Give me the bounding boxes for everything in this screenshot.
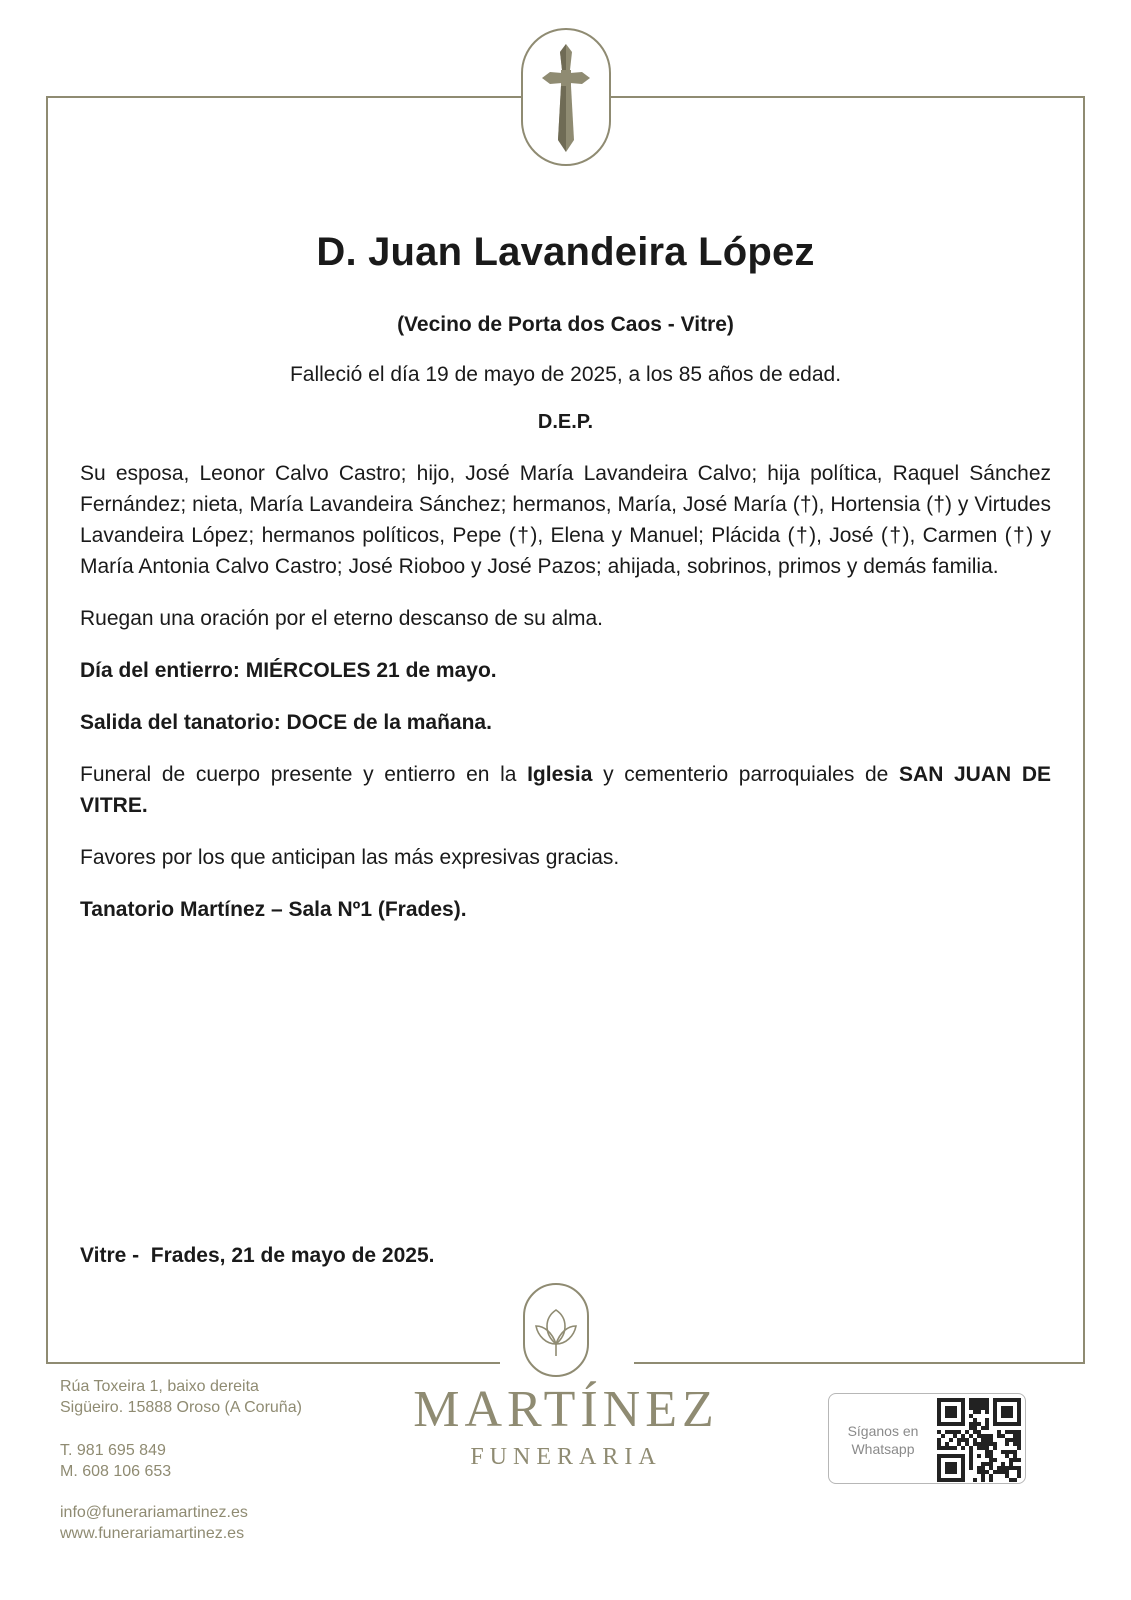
burial-day: Día del entierro: MIÉRCOLES 21 de mayo.: [80, 659, 497, 682]
deceased-name: D. Juan Lavandeira López: [316, 230, 815, 274]
mobile: M. 608 106 653: [60, 1463, 172, 1480]
whatsapp-line-2: Whatsapp: [851, 1441, 915, 1457]
neighbor-line: (Vecino de Porta dos Caos - Vitre): [397, 313, 734, 336]
funeral-text-1: Funeral de cuerpo presente y entierro en la: [80, 763, 528, 786]
cross-icon: [540, 42, 592, 154]
dateline: Vitre - Frades, 21 de mayo de 2025.: [80, 1244, 435, 1267]
prayer-line: Ruegan una oración por el eterno descanso de su alma.: [80, 607, 604, 630]
funeral-home: Tanatorio Martínez – Sala Nº1 (Frades).: [80, 898, 467, 921]
qr-code-icon[interactable]: [937, 1398, 1021, 1482]
cross-badge: [521, 28, 611, 166]
address-line-2: Sigüeiro. 15888 Oroso (A Coruña): [60, 1399, 302, 1416]
leaf-logo-icon: [522, 1282, 590, 1378]
funeral-paragraph: [80, 759, 1051, 821]
whatsapp-label: [841, 1422, 925, 1458]
email-link[interactable]: info@funerariamartinez.es: [60, 1504, 248, 1521]
contact-block: [60, 1376, 302, 1544]
funeral-church: Iglesia: [527, 763, 593, 786]
funeral-text-2: y cementerio parroquiales de: [592, 763, 900, 786]
brand-logo: [380, 1382, 752, 1471]
address-line-1: Rúa Toxeira 1, baixo dereita: [60, 1378, 259, 1395]
website-link[interactable]: www.funerariamartinez.es: [60, 1525, 245, 1542]
family-paragraph: Su esposa, Leonor Calvo Castro; hijo, José María Lavandeira Calvo; hija política, Raquel Sánchez Fernández; nieta, María Lavandeira Sánchez; hermanos, María, José María (†), Hortensia (†) y Virtudes Lavandeira López; hermanos políticos, Pepe (†), Elena y Manuel; Plácida (†), José (†), Carmen (†) y María Antonia Calvo Castro; José Rioboo y José Pazos; ahijada, sobrinos, primos y demás familia.: [80, 462, 1051, 578]
death-notice: Falleció el día 19 de mayo de 2025, a los 85 años de edad.: [289, 363, 842, 386]
whatsapp-box[interactable]: [828, 1393, 1026, 1484]
funeral-parish: SAN JUAN DE VITRE.: [80, 763, 1051, 817]
brand-subtitle: FUNERARIA: [470, 1444, 662, 1470]
obituary-body: [80, 230, 1051, 925]
whatsapp-line-1: Síganos en: [847, 1423, 919, 1439]
thanks-line: Favores por los que anticipan las más expresivas gracias.: [80, 846, 620, 869]
brand-name: MARTÍNEZ: [413, 1381, 719, 1438]
dep-label: D.E.P.: [537, 411, 594, 433]
departure-time: Salida del tanatorio: DOCE de la mañana.: [80, 711, 492, 734]
phone: T. 981 695 849: [60, 1442, 166, 1459]
